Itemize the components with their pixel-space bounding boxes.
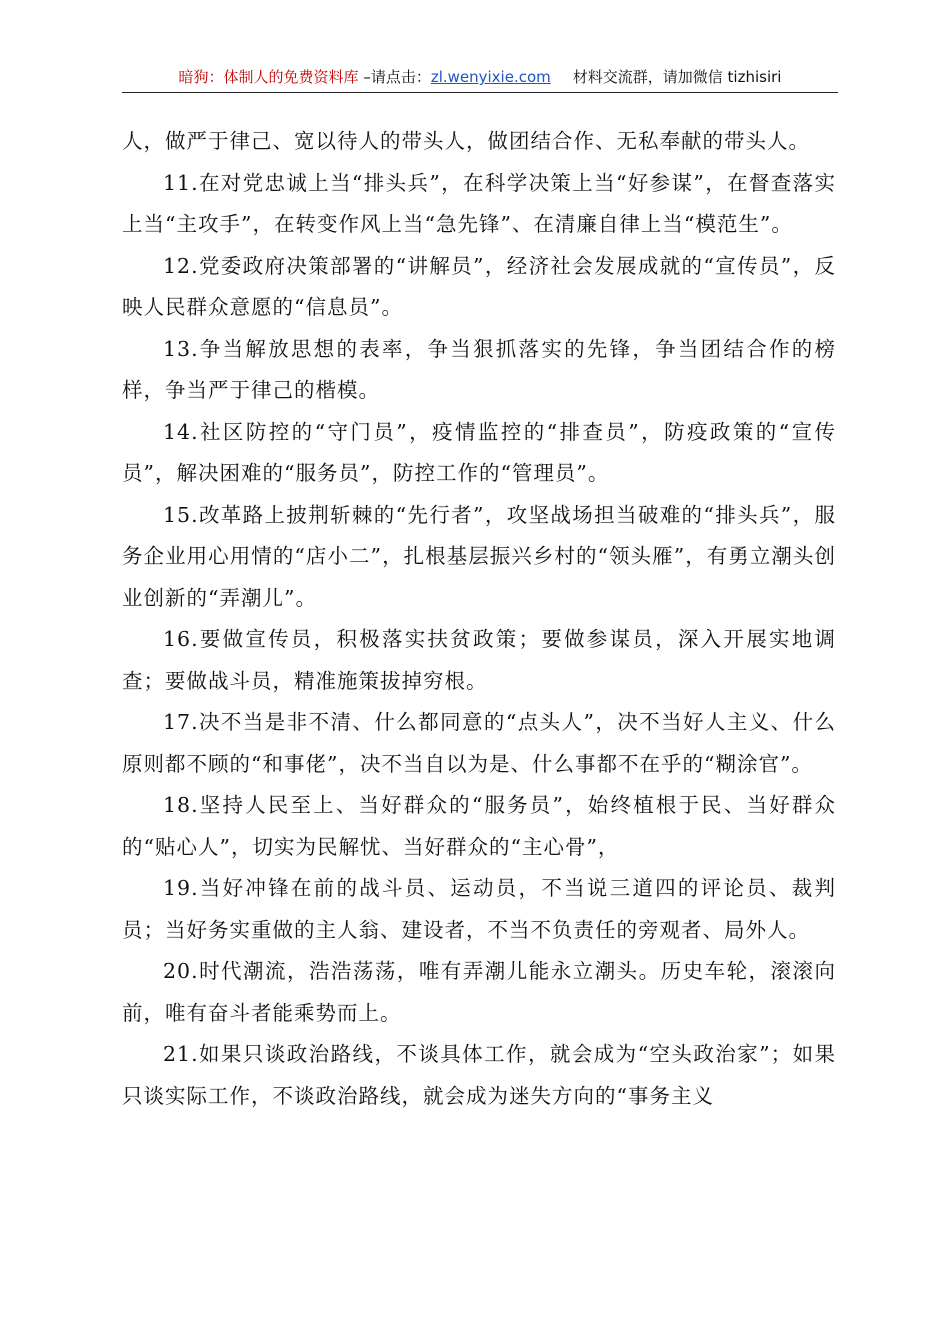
header-link[interactable]: zl.wenyixie.com xyxy=(430,68,551,86)
paragraph-12: 12.党委政府决策部署的“讲解员”，经济社会发展成就的“宣传员”，反映人民群众意愿的“信息员”。 xyxy=(122,253,836,319)
paragraph-16: 16.要做宣传员，积极落实扶贫政策；要做参谋员，深入开展实地调查；要做战斗员，精准施策拔掉穷根。 xyxy=(122,627,836,693)
paragraph-14: 14.社区防控的“守门员”，疫情监控的“排查员”，防疫政策的“宣传员”，解决困难的“服务员”，防控工作的“管理员”。 xyxy=(122,419,836,485)
paragraph-17: 17.决不当是非不清、什么都同意的“点头人”，决不当好人主义、什么原则都不顾的“和事佬”，决不当自以为是、什么事都不在乎的“糊涂官”。 xyxy=(122,710,836,776)
paragraph-19: 19.当好冲锋在前的战斗员、运动员，不当说三道四的评论员、裁判员；当好务实重做的主人翁、建设者，不当不负责任的旁观者、局外人。 xyxy=(122,876,836,942)
header-brand: 暗狗：体制人的免费资料库 xyxy=(178,68,359,86)
paragraph-11: 11.在对党忠诚上当“排头兵”，在科学决策上当“好参谋”，在督查落实上当“主攻手”，在转变作风上当“急先锋”、在清廉自律上当“模范生”。 xyxy=(122,170,836,236)
paragraph-continued: 人，做严于律己、宽以待人的带头人，做团结合作、无私奉献的带头人。 xyxy=(122,129,810,153)
page-header xyxy=(122,62,838,93)
paragraph-20: 20.时代潮流，浩浩荡荡，唯有弄潮儿能永立潮头。历史车轮，滚滚向前，唯有奋斗者能乘势而上。 xyxy=(122,959,836,1025)
paragraph-15: 15.改革路上披荆斩棘的“先行者”，攻坚战场担当破难的“排头兵”，服务企业用心用情的“店小二”，扎根基层振兴乡村的“领头雁”，有勇立潮头创业创新的“弄潮儿”。 xyxy=(122,502,836,610)
paragraph-21: 21.如果只谈政治路线，不谈具体工作，就会成为“空头政治家”；如果只谈实际工作，不谈政治路线，就会成为迷失方向的“事务主义 xyxy=(122,1042,836,1108)
paragraph-13: 13.争当解放思想的表率，争当狠抓落实的先锋，争当团结合作的榜样，争当严于律己的楷模。 xyxy=(122,336,836,402)
paragraph-18: 18.坚持人民至上、当好群众的“服务员”，始终植根于民、当好群众的“贴心人”，切实为民解忧、当好群众的“主心骨”， xyxy=(122,793,836,859)
header-prompt: –请点击： xyxy=(358,68,431,86)
document-body xyxy=(122,121,836,1117)
header-group-text: 材料交流群，请加微信 tizhisiri xyxy=(572,68,782,86)
